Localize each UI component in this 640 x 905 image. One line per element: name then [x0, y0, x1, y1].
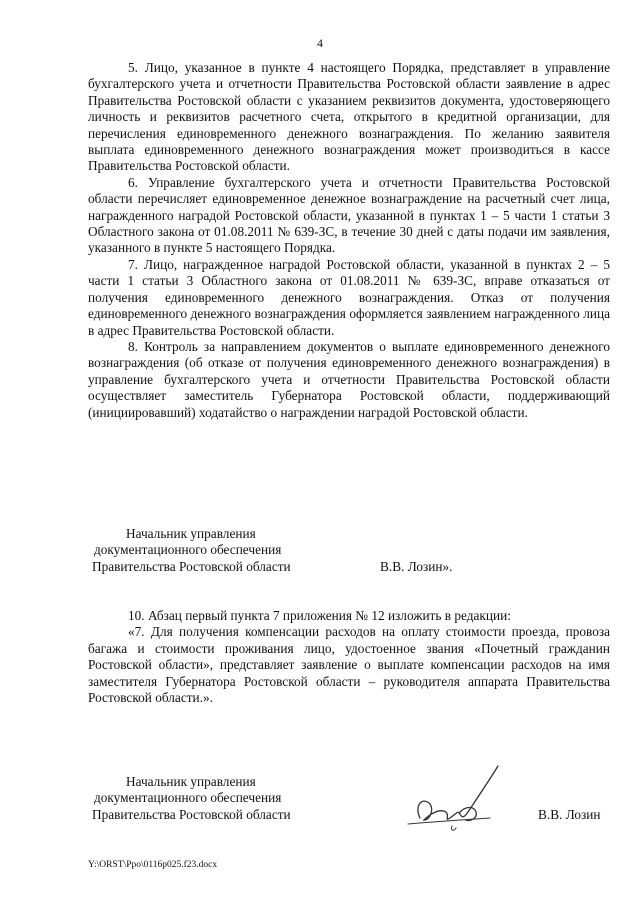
signer-title-line-1: Начальник управления: [126, 526, 256, 541]
amendment-text: «7. Для получения компенсации расходов на оплату стоимости проезда, провоза багажа и стоимости проживания лицо, удостоенное звания «Почетный гражданин Ростовской области», представляет заявление о выплате компенсации расходов на имя заместителя Губернатора Ростовской области – руководителя аппарата Правительства Ростовской области.».: [88, 624, 610, 706]
signature-block-1: [92, 526, 291, 575]
paragraph-5: 5. Лицо, указанное в пункте 4 настоящего Порядка, представляет в управление бухгалтерского учета и отчетности Правительства Ростовской области заявление в адрес Правительства Ростовской области с указанием реквизитов документа, удостоверяющего личность и реквизитов расчетного счета, открытого в кредитной организации, для перечисления единовременного денежного вознаграждения. По желанию заявителя выплата единовременного денежного вознаграждения может производиться в кассе Правительства Ростовской области.: [88, 60, 610, 174]
signer-title-line-3: Правительства Ростовской области: [92, 806, 291, 822]
paragraph-7: 7. Лицо, награжденное наградой Ростовской области, указанной в пунктах 2 – 5 части 1 статьи 3 Областного закона от 01.08.2011 № 639-ЗС, вправе отказаться от получения единовременного денежного вознаграждения. Отказ от получения единовременного денежного вознаграждения оформляется заявлением награжденного лица в адрес Правительства Ростовской области.: [88, 256, 610, 338]
main-text: [88, 60, 610, 421]
signature-block-2: [92, 774, 291, 823]
file-path: Y:\ORST\Ppo\0116p025.f23.docx: [88, 860, 218, 870]
paragraph-8: 8. Контроль за направлением документов о выплате единовременного денежного вознаграждения (об отказе от получения единовременного денежного вознаграждения) в управление бухгалтерского учета и отчетности Правительства Ростовской области осуществляет заместитель Губернатора Ростовской области, поддерживающий (инициировавший) ходатайство о награждении наградой Ростовской области.: [88, 338, 610, 420]
signer-name-1: В.В. Лозин».: [380, 559, 453, 574]
signer-name-2: В.В. Лозин: [538, 807, 601, 822]
signer-title-line-2: документационного обеспечения: [94, 790, 282, 806]
handwritten-signature: [400, 760, 510, 840]
amendment-intro: 10. Абзац первый пункта 7 приложения № 12 изложить в редакции:: [128, 608, 511, 623]
signer-title-line-1: Начальник управления: [126, 774, 256, 789]
paragraph-6: 6. Управление бухгалтерского учета и отчетности Правительства Ростовской области перечисляет единовременное денежное вознаграждение на расчетный счет лица, награжденного наградой Ростовской области, указанной в пунктах 1 – 5 части 1 статьи 3 Областного закона от 01.08.2011 № 639-ЗС, в течение 30 дней с даты подачи им заявления, указанного в пункте 5 настоящего Порядка.: [88, 174, 610, 256]
page-number: 4: [317, 36, 323, 50]
amendment-section: [88, 608, 610, 706]
signer-title-line-3: Правительства Ростовской области: [92, 558, 291, 574]
signer-title-line-2: документационного обеспечения: [94, 542, 282, 558]
